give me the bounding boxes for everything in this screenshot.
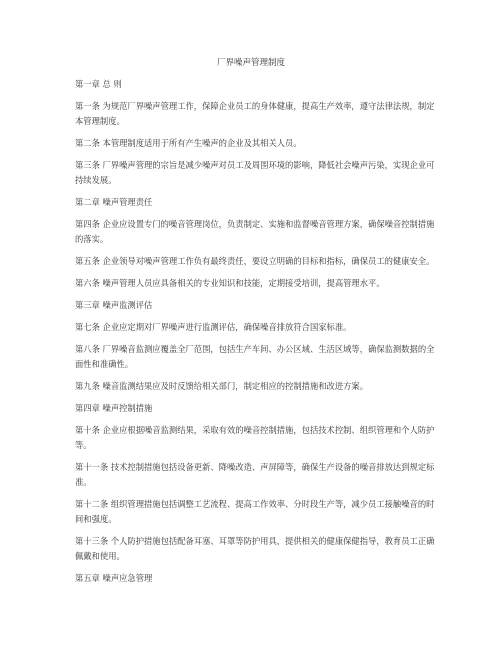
- article-11: 第十一条 技术控制措施包括设备更新、降噪改造、声屏障等，确保生产设备的噪音排放达到规定标准。: [75, 462, 435, 487]
- document-title: 厂界噪声管理制度: [216, 58, 285, 68]
- article-2: 第二条 本管理制度适用于所有产生噪声的企业及其相关人员。: [75, 138, 302, 148]
- article-6: 第六条 噪声管理人员应具备相关的专业知识和技能，定期接受培训，提高管理水平。: [75, 278, 385, 288]
- article-12: 第十二条 组织管理措施包括调整工艺流程、提高工作效率、分时段生产等，减少员工接触噪音的时间和强度。: [75, 499, 435, 524]
- article-7: 第七条 企业应定期对厂界噪声进行监测评估，确保噪音排放符合国家标准。: [75, 322, 352, 332]
- article-10: 第十条 企业应根据噪音监测结果，采取有效的噪音控制措施，包括技术控制、组织管理和个人防护等。: [75, 425, 435, 450]
- article-5: 第五条 企业领导对噪声管理工作负有最终责任，要设立明确的目标和指标，确保员工的健康安全。: [75, 256, 435, 266]
- chapter-heading-4: 第四章 噪声控制措施: [75, 403, 153, 413]
- chapter-heading-2: 第二章 噪声管理责任: [75, 197, 153, 207]
- article-1: 第一条 为规范厂界噪声管理工作，保障企业员工的身体健康，提高生产效率，遵守法律法规，制定本管理制度。: [75, 101, 435, 126]
- chapter-heading-5: 第五章 噪声应急管理: [75, 573, 153, 583]
- article-4: 第四条 企业应设置专门的噪音管理岗位，负责制定、实施和监督噪音管理方案，确保噪音控制措施的落实。: [75, 219, 435, 244]
- article-9: 第九条 噪音监测结果应及时反馈给相关部门，制定相应的控制措施和改进方案。: [75, 381, 369, 391]
- article-8: 第八条 厂界噪音监测应覆盖全厂范围，包括生产车间、办公区域、生活区域等，确保监测数据的全面性和准确性。: [75, 344, 435, 369]
- chapter-heading-1: 第一章 总 则: [75, 79, 122, 89]
- chapter-heading-3: 第三章 噪声监测评估: [75, 300, 153, 310]
- article-3: 第三条 厂界噪声管理的宗旨是减少噪声对员工及周围环境的影响，降低社会噪声污染，实现企业可持续发展。: [75, 160, 435, 185]
- article-13: 第十三条 个人防护措施包括配备耳塞、耳罩等防护用具，提供相关的健康保健指导，教育员工正确佩戴和使用。: [75, 536, 435, 561]
- document-body: [75, 77, 435, 586]
